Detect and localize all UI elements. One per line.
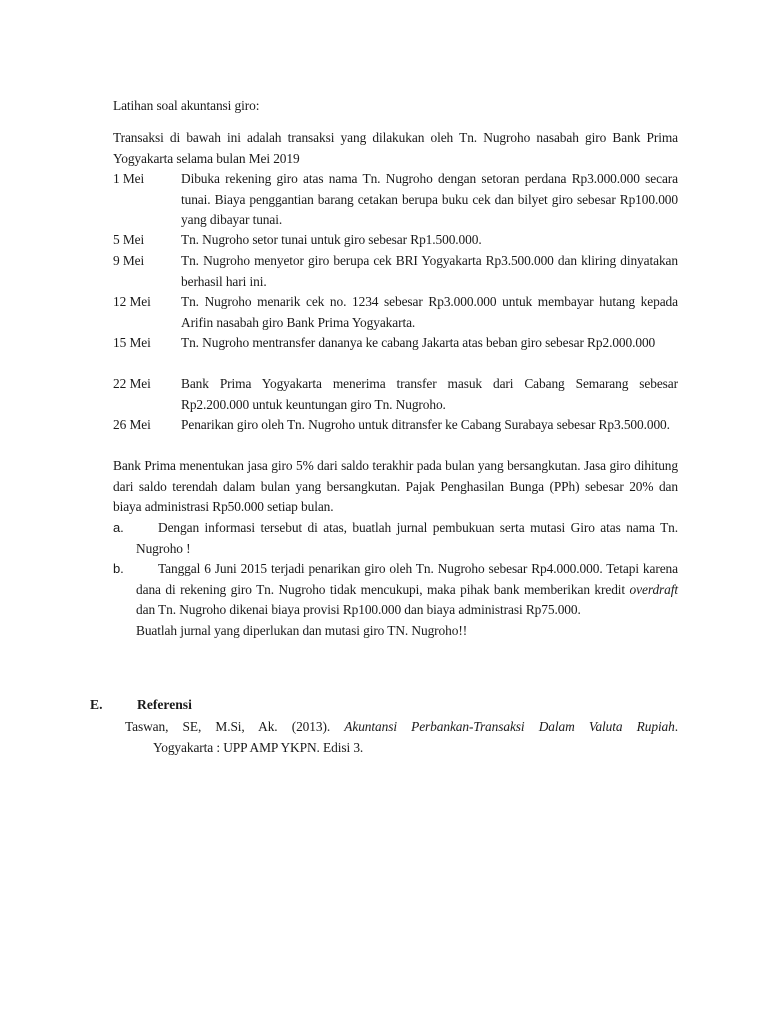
transaction-description: Tn. Nugroho setor tunai untuk giro sebesar Rp1.500.000. <box>181 232 482 247</box>
note-paragraph: Bank Prima menentukan jasa giro 5% dari saldo terakhir pada bulan yang bersangkutan. Jasa giro dihitung dari saldo terendah dalam bulan yang bersangkutan. Pajak Penghasilan Bunga (PPh) sebesar 20% dan biaya administrasi Rp50.000 setiap bulan. <box>113 458 678 514</box>
transaction-description: Dibuka rekening giro atas nama Tn. Nugroho dengan setoran perdana Rp3.000.000 secara tunai. Biaya penggantian barang cetakan berupa buku cek dan bilyet giro sebesar Rp100.000 yang dibayar tunai. <box>181 171 678 227</box>
transaction-entry <box>113 415 678 436</box>
transaction-date: 12 Mei <box>113 294 151 309</box>
question-b-instruction: Buatlah jurnal yang diperlukan dan mutasi giro TN. Nugroho!! <box>136 622 468 638</box>
reference-publisher: Yogyakarta : UPP AMP YKPN. Edisi 3. <box>153 739 364 755</box>
reference-entry <box>125 717 678 758</box>
section-letter: E. <box>90 697 103 712</box>
transaction-date: 26 Mei <box>113 417 151 432</box>
transaction-description: Penarikan giro oleh Tn. Nugroho untuk ditransfer ke Cabang Surabaya sebesar Rp3.500.000. <box>181 417 670 432</box>
transaction-entry <box>113 230 678 251</box>
transaction-description: Bank Prima Yogyakarta menerima transfer masuk dari Cabang Semarang sebesar Rp2.200.000 untuk keuntungan giro Tn. Nugroho. <box>181 376 678 412</box>
section-title: Referensi <box>137 697 192 712</box>
overdraft-term: overdraft <box>629 581 678 597</box>
transaction-date: 1 Mei <box>113 171 145 186</box>
question-a <box>113 518 678 559</box>
section-heading <box>90 697 192 713</box>
question-b-text: Tanggal 6 Juni 2015 terjadi penarikan giro oleh Tn. Nugroho sebesar Rp4.000.000. Tetapi karena dana di rekening giro Tn. Nugroho tidak mencukupi, maka pihak bank memberikan kredit overdraft dan Tn. Nugroho dikenai biaya provisi Rp100.000 dan biaya administrasi Rp75.000. <box>136 561 678 617</box>
question-a-text: Dengan informasi tersebut di atas, buatlah jurnal pembukuan serta mutasi Giro atas nama Tn. Nugroho ! <box>136 520 678 556</box>
transaction-date: 5 Mei <box>113 232 145 247</box>
transaction-entry <box>113 169 678 231</box>
transaction-entry <box>113 374 678 415</box>
transaction-date: 15 Mei <box>113 335 151 350</box>
transaction-date: 22 Mei <box>113 376 151 391</box>
transaction-entry <box>113 251 678 292</box>
transaction-entry <box>113 333 678 354</box>
transaction-description: Tn. Nugroho menyetor giro berupa cek BRI Yogyakarta Rp3.500.000 dan kliring dinyatakan berhasil hari ini. <box>181 253 678 289</box>
transaction-description: Tn. Nugroho mentransfer dananya ke cabang Jakarta atas beban giro sebesar Rp2.000.000 <box>181 335 656 350</box>
intro-paragraph: Transaksi di bawah ini adalah transaksi yang dilakukan oleh Tn. Nugroho nasabah giro Bank Prima Yogyakarta selama bulan Mei 2019 <box>113 130 678 166</box>
exercise-title: Latihan soal akuntansi giro: <box>113 98 260 113</box>
reference-authors: Taswan, SE, M.Si, Ak. (2013). <box>125 719 331 734</box>
question-b <box>113 559 678 641</box>
reference-title: Akuntansi Perbankan-Transaksi Dalam Valuta Rupiah <box>344 719 675 734</box>
question-a-marker: a. <box>113 520 124 535</box>
transaction-description: Tn. Nugroho menarik cek no. 1234 sebesar Rp3.000.000 untuk membayar hutang kepada Arifin nasabah giro Bank Prima Yogyakarta. <box>181 294 678 330</box>
transaction-entry <box>113 292 678 333</box>
question-b-marker: b. <box>113 561 124 576</box>
transaction-date: 9 Mei <box>113 253 145 268</box>
reference-line-1: Taswan, SE, M.Si, Ak. (2013). Akuntansi Perbankan-Transaksi Dalam Valuta Rupiah. <box>125 719 678 734</box>
